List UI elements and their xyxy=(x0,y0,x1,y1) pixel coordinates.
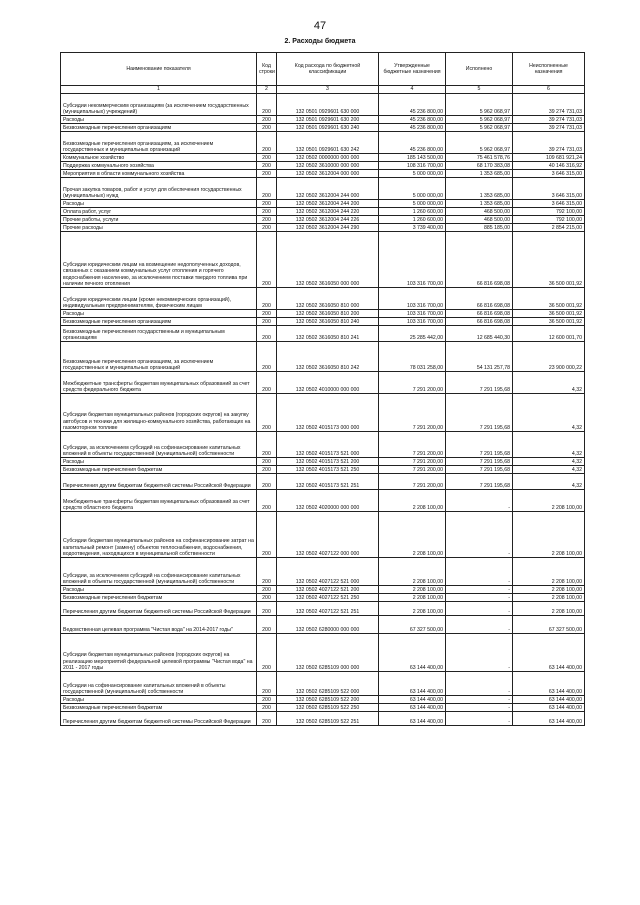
row-name: Расходы xyxy=(61,310,257,318)
table-row xyxy=(61,154,585,162)
row-approved: 5 000 000,00 xyxy=(379,170,446,178)
table-row xyxy=(61,318,585,326)
row-executed: 5 962 068,97 xyxy=(446,116,513,124)
row-executed: - xyxy=(446,704,513,712)
row-name: Расходы xyxy=(61,696,257,704)
row-classification-code: 132 0501 0929601 630 200 xyxy=(277,116,379,124)
table-row xyxy=(61,124,585,132)
row-line-code: 200 xyxy=(257,372,277,394)
row-classification-code: 132 0502 6285109 522 200 xyxy=(277,696,379,704)
row-remaining: 2 208 100,00 xyxy=(513,586,585,594)
row-remaining: 63 144 400,00 xyxy=(513,696,585,704)
row-line-code: 200 xyxy=(257,704,277,712)
row-classification-code: 132 0502 4015173 521 251 xyxy=(277,474,379,490)
row-remaining: 792 100,00 xyxy=(513,216,585,224)
header-line-code: Код строки xyxy=(257,53,277,86)
row-line-code: 200 xyxy=(257,394,277,432)
header-name: Наименование показателя xyxy=(61,53,257,86)
row-approved: 108 316 700,00 xyxy=(379,162,446,170)
row-classification-code: 132 0502 4027122 000 000 xyxy=(277,512,379,558)
table-row xyxy=(61,466,585,474)
row-remaining: 2 854 215,00 xyxy=(513,224,585,232)
row-remaining: 23 900 000,22 xyxy=(513,342,585,372)
row-classification-code: 132 0502 3612004 000 000 xyxy=(277,170,379,178)
row-classification-code: 132 0501 0929601 630 000 xyxy=(277,94,379,116)
row-name: Субсидии, за исключением субсидий на софинансирование капитальных вложений в объекты государственной (муниципальной) собственности xyxy=(61,432,257,458)
row-name: Межбюджетные трансферты бюджетам муниципальных образований за счет средств областного бюджета xyxy=(61,490,257,512)
table-row xyxy=(61,594,585,602)
row-name: Безвозмездные перечисления организациям, за исключением государственных и муниципальных организаций xyxy=(61,132,257,154)
row-remaining: 792 100,00 xyxy=(513,208,585,216)
row-name: Перечисления другим бюджетам бюджетной системы Российской Федерации xyxy=(61,602,257,616)
row-classification-code: 132 0502 3616050 810 241 xyxy=(277,326,379,342)
table-row xyxy=(61,132,585,154)
row-remaining: 3 646 315,00 xyxy=(513,200,585,208)
row-executed: 468 500,00 xyxy=(446,216,513,224)
row-line-code: 200 xyxy=(257,634,277,672)
row-classification-code: 132 0502 3616050 810 200 xyxy=(277,310,379,318)
row-classification-code: 132 0502 6285109 522 250 xyxy=(277,704,379,712)
row-approved: 7 291 200,00 xyxy=(379,466,446,474)
table-row xyxy=(61,200,585,208)
column-number-row xyxy=(61,86,585,94)
row-name: Коммунальное хозяйство xyxy=(61,154,257,162)
row-executed: 54 131 257,78 xyxy=(446,342,513,372)
row-name: Расходы xyxy=(61,200,257,208)
row-classification-code: 132 0502 4027122 521 200 xyxy=(277,586,379,594)
header-executed: Исполнено xyxy=(446,53,513,86)
table-header xyxy=(61,53,585,94)
row-line-code: 200 xyxy=(257,432,277,458)
row-approved: 45 236 800,00 xyxy=(379,94,446,116)
row-line-code: 200 xyxy=(257,232,277,288)
row-remaining: 3 646 315,00 xyxy=(513,178,585,200)
row-approved: 7 291 200,00 xyxy=(379,394,446,432)
row-line-code: 200 xyxy=(257,586,277,594)
row-executed: 75 461 578,76 xyxy=(446,154,513,162)
row-line-code: 200 xyxy=(257,712,277,726)
row-executed: 5 962 068,97 xyxy=(446,124,513,132)
table-row xyxy=(61,634,585,672)
row-approved: 45 236 800,00 xyxy=(379,124,446,132)
row-remaining: 63 144 400,00 xyxy=(513,634,585,672)
row-line-code: 200 xyxy=(257,594,277,602)
row-line-code: 200 xyxy=(257,602,277,616)
row-name: Оплата работ, услуг xyxy=(61,208,257,216)
row-approved: 25 285 442,00 xyxy=(379,326,446,342)
column-number: 5 xyxy=(446,86,513,94)
row-remaining: 12 600 001,70 xyxy=(513,326,585,342)
row-line-code: 200 xyxy=(257,490,277,512)
row-classification-code: 132 0502 3616050 000 000 xyxy=(277,232,379,288)
expenses-table xyxy=(60,52,585,726)
row-remaining: 63 144 400,00 xyxy=(513,672,585,696)
row-classification-code: 132 0502 4015173 521 250 xyxy=(277,466,379,474)
row-remaining: 36 500 001,92 xyxy=(513,310,585,318)
row-line-code: 200 xyxy=(257,170,277,178)
row-remaining: 36 500 001,92 xyxy=(513,318,585,326)
row-remaining: 4,32 xyxy=(513,466,585,474)
row-line-code: 200 xyxy=(257,132,277,154)
row-classification-code: 132 0502 3616050 810 242 xyxy=(277,342,379,372)
row-executed: 7 291 195,68 xyxy=(446,474,513,490)
row-executed: - xyxy=(446,594,513,602)
row-executed: - xyxy=(446,712,513,726)
row-classification-code: 132 0501 0929601 630 242 xyxy=(277,132,379,154)
header-row xyxy=(61,53,585,86)
table-row xyxy=(61,672,585,696)
row-approved: 103 316 700,00 xyxy=(379,288,446,310)
table-row xyxy=(61,310,585,318)
row-classification-code: 132 0501 0929601 630 240 xyxy=(277,124,379,132)
row-executed: 7 291 195,68 xyxy=(446,394,513,432)
row-remaining: 2 208 100,00 xyxy=(513,594,585,602)
row-remaining: 63 144 400,00 xyxy=(513,704,585,712)
row-remaining: 4,32 xyxy=(513,458,585,466)
table-row xyxy=(61,372,585,394)
row-executed: - xyxy=(446,512,513,558)
row-name: Поддержка коммунального хозяйства xyxy=(61,162,257,170)
table-row xyxy=(61,432,585,458)
row-remaining: 40 146 316,92 xyxy=(513,162,585,170)
row-executed: 7 291 195,68 xyxy=(446,432,513,458)
row-executed: - xyxy=(446,616,513,634)
row-name: Субсидии бюджетам муниципальных районов (городских округов) на реализацию мероприятий федеральной целевой программы "Чистая вода" на 2011 - 2017 годы xyxy=(61,634,257,672)
row-name: Безвозмездные перечисления государственным и муниципальным организациям xyxy=(61,326,257,342)
row-remaining: 2 208 100,00 xyxy=(513,558,585,586)
row-name: Безвозмездные перечисления организациям, за исключением государственных и муниципальных организаций xyxy=(61,342,257,372)
row-executed: 5 962 068,97 xyxy=(446,132,513,154)
row-line-code: 200 xyxy=(257,310,277,318)
table-row xyxy=(61,170,585,178)
row-name: Безвозмездные перечисления бюджетам xyxy=(61,466,257,474)
table-row xyxy=(61,224,585,232)
row-executed: 1 353 685,00 xyxy=(446,170,513,178)
row-name: Прочая закупка товаров, работ и услуг для обеспечения государственных (муниципальных) нужд xyxy=(61,178,257,200)
row-remaining: 39 274 731,03 xyxy=(513,116,585,124)
row-classification-code: 132 0502 4015173 521 000 xyxy=(277,432,379,458)
row-name: Расходы xyxy=(61,458,257,466)
row-approved: 2 208 100,00 xyxy=(379,602,446,616)
table-row xyxy=(61,558,585,586)
row-name: Субсидии юридическим лицам на возмещение недополученных доходов, связанных с оказанием коммунальных услуг отопления и горячего водоснабжения населению, за исключением поставки твердого топлива при наличии печного отопления xyxy=(61,232,257,288)
row-name: Субсидии юридическим лицам (кроме некоммерческих организаций), индивидуальным предпринимателям, физическим лицам xyxy=(61,288,257,310)
row-remaining: 4,32 xyxy=(513,474,585,490)
row-name: Субсидии бюджетам муниципальных районов (городских округов) на закупку автобусов и техники для жилищно-коммунального хозяйства, работающих на газомоторном топливе xyxy=(61,394,257,432)
column-number: 4 xyxy=(379,86,446,94)
row-name: Перечисления другим бюджетам бюджетной системы Российской Федерации xyxy=(61,474,257,490)
row-approved: 103 316 700,00 xyxy=(379,318,446,326)
table-row xyxy=(61,512,585,558)
row-classification-code: 132 0502 3612004 244 226 xyxy=(277,216,379,224)
table-row xyxy=(61,394,585,432)
row-line-code: 200 xyxy=(257,466,277,474)
section-title: 2. Расходы бюджета xyxy=(284,38,356,45)
row-name: Прочие расходы xyxy=(61,224,257,232)
row-executed: 1 353 685,00 xyxy=(446,178,513,200)
row-approved: 7 291 200,00 xyxy=(379,372,446,394)
row-classification-code: 132 0502 3612004 244 220 xyxy=(277,208,379,216)
row-line-code: 200 xyxy=(257,124,277,132)
table-row xyxy=(61,696,585,704)
row-remaining: 36 500 001,92 xyxy=(513,232,585,288)
header-approved: Утвержденные бюджетные назначения xyxy=(379,53,446,86)
table-row xyxy=(61,208,585,216)
row-approved: 3 739 400,00 xyxy=(379,224,446,232)
row-remaining: 2 208 100,00 xyxy=(513,602,585,616)
table-row xyxy=(61,178,585,200)
table-row xyxy=(61,712,585,726)
row-remaining: 2 208 100,00 xyxy=(513,512,585,558)
row-classification-code: 132 0502 3612004 244 290 xyxy=(277,224,379,232)
row-remaining: 36 500 001,92 xyxy=(513,288,585,310)
row-name: Перечисления другим бюджетам бюджетной системы Российской Федерации xyxy=(61,712,257,726)
row-remaining: 67 327 500,00 xyxy=(513,616,585,634)
row-name: Межбюджетные трансферты бюджетам муниципальных образований за счет средств федерального бюджета xyxy=(61,372,257,394)
row-line-code: 200 xyxy=(257,318,277,326)
table-row xyxy=(61,216,585,224)
table-row xyxy=(61,232,585,288)
row-executed: 885 185,00 xyxy=(446,224,513,232)
row-executed: 1 353 685,00 xyxy=(446,200,513,208)
row-name: Расходы xyxy=(61,116,257,124)
row-name: Субсидии бюджетам муниципальных районов на софинансирование затрат на капитальный ремонт (замену) объектов теплоснабжения, водоснабжения, водоотведения, находящихся в муниципальной собственности xyxy=(61,512,257,558)
row-approved: 5 000 000,00 xyxy=(379,200,446,208)
row-remaining: 2 208 100,00 xyxy=(513,490,585,512)
column-number: 6 xyxy=(513,86,585,94)
row-remaining: 39 274 731,03 xyxy=(513,94,585,116)
row-approved: 2 208 100,00 xyxy=(379,586,446,594)
row-approved: 5 000 000,00 xyxy=(379,178,446,200)
table-row xyxy=(61,342,585,372)
row-approved: 63 144 400,00 xyxy=(379,712,446,726)
row-executed: - xyxy=(446,634,513,672)
table-row xyxy=(61,704,585,712)
table-row xyxy=(61,288,585,310)
row-name: Безвозмездные перечисления бюджетам xyxy=(61,704,257,712)
row-line-code: 200 xyxy=(257,154,277,162)
row-executed: 7 291 195,68 xyxy=(446,466,513,474)
row-classification-code: 132 0502 3616050 810 240 xyxy=(277,318,379,326)
row-remaining: 109 681 921,24 xyxy=(513,154,585,162)
row-line-code: 200 xyxy=(257,458,277,466)
column-number: 2 xyxy=(257,86,277,94)
row-executed: 7 291 195,68 xyxy=(446,458,513,466)
row-name: Расходы xyxy=(61,586,257,594)
row-line-code: 200 xyxy=(257,616,277,634)
row-name: Ведомственная целевая программа "Чистая вода" на 2014-2017 годы" xyxy=(61,616,257,634)
row-classification-code: 132 0502 3612004 244 200 xyxy=(277,200,379,208)
row-line-code: 200 xyxy=(257,512,277,558)
row-name: Безвозмездные перечисления организациям xyxy=(61,318,257,326)
row-line-code: 200 xyxy=(257,208,277,216)
row-remaining: 63 144 400,00 xyxy=(513,712,585,726)
row-line-code: 200 xyxy=(257,558,277,586)
row-classification-code: 132 0502 6285109 522 000 xyxy=(277,672,379,696)
row-executed: 66 816 698,08 xyxy=(446,318,513,326)
row-classification-code: 132 0502 3612004 244 000 xyxy=(277,178,379,200)
row-executed: 7 291 195,68 xyxy=(446,372,513,394)
row-executed: - xyxy=(446,672,513,696)
row-classification-code: 132 0502 4027122 521 251 xyxy=(277,602,379,616)
row-approved: 45 236 800,00 xyxy=(379,116,446,124)
row-executed: 12 685 440,30 xyxy=(446,326,513,342)
row-line-code: 200 xyxy=(257,200,277,208)
row-remaining: 4,32 xyxy=(513,394,585,432)
row-executed: 66 816 698,08 xyxy=(446,232,513,288)
row-approved: 1 260 600,00 xyxy=(379,208,446,216)
row-approved: 7 291 200,00 xyxy=(379,474,446,490)
row-executed: 66 816 698,08 xyxy=(446,310,513,318)
table-row xyxy=(61,490,585,512)
page-number: 47 xyxy=(313,20,327,32)
table-row xyxy=(61,474,585,490)
row-approved: 2 208 100,00 xyxy=(379,558,446,586)
row-classification-code: 132 0502 3616050 810 000 xyxy=(277,288,379,310)
table-row xyxy=(61,326,585,342)
row-executed: - xyxy=(446,602,513,616)
row-approved: 103 316 700,00 xyxy=(379,232,446,288)
row-name: Мероприятия в области коммунального хозяйства xyxy=(61,170,257,178)
row-line-code: 200 xyxy=(257,178,277,200)
row-classification-code: 132 0502 0000000 000 000 xyxy=(277,154,379,162)
row-name: Субсидии, за исключением субсидий на софинансирование капитальных вложений в объекты государственной (муниципальной) собственности xyxy=(61,558,257,586)
row-executed: 68 170 383,08 xyxy=(446,162,513,170)
row-classification-code: 132 0502 4027122 521 000 xyxy=(277,558,379,586)
row-line-code: 200 xyxy=(257,162,277,170)
row-name: Субсидии на софинансирование капитальных вложений в объекты государственной (муниципальной) собственности xyxy=(61,672,257,696)
table-row xyxy=(61,458,585,466)
row-remaining: 3 646 315,00 xyxy=(513,170,585,178)
row-approved: 78 031 258,00 xyxy=(379,342,446,372)
row-approved: 45 236 800,00 xyxy=(379,132,446,154)
row-name: Прочие работы, услуги xyxy=(61,216,257,224)
row-executed: 5 962 068,97 xyxy=(446,94,513,116)
row-name: Субсидии некоммерческим организациям (за исключением государственных (муниципальных) учреждений) xyxy=(61,94,257,116)
row-line-code: 200 xyxy=(257,116,277,124)
row-line-code: 200 xyxy=(257,216,277,224)
table-body xyxy=(61,94,585,726)
row-approved: 2 208 100,00 xyxy=(379,594,446,602)
row-approved: 63 144 400,00 xyxy=(379,672,446,696)
row-line-code: 200 xyxy=(257,672,277,696)
row-line-code: 200 xyxy=(257,326,277,342)
column-number: 3 xyxy=(277,86,379,94)
row-classification-code: 132 0502 4027122 521 250 xyxy=(277,594,379,602)
table-row xyxy=(61,162,585,170)
row-approved: 103 316 700,00 xyxy=(379,310,446,318)
row-approved: 63 144 400,00 xyxy=(379,696,446,704)
row-line-code: 200 xyxy=(257,94,277,116)
row-remaining: 39 274 731,03 xyxy=(513,124,585,132)
row-executed: 468 500,00 xyxy=(446,208,513,216)
header-classification-code: Код расхода по бюджетной классификации xyxy=(277,53,379,86)
row-approved: 63 144 400,00 xyxy=(379,704,446,712)
row-executed: 66 816 698,08 xyxy=(446,288,513,310)
row-remaining: 39 274 731,03 xyxy=(513,132,585,154)
row-line-code: 200 xyxy=(257,696,277,704)
row-line-code: 200 xyxy=(257,474,277,490)
row-executed: - xyxy=(446,696,513,704)
row-line-code: 200 xyxy=(257,288,277,310)
row-classification-code: 132 0502 6285109 522 251 xyxy=(277,712,379,726)
row-line-code: 200 xyxy=(257,224,277,232)
table-row xyxy=(61,586,585,594)
row-line-code: 200 xyxy=(257,342,277,372)
row-approved: 67 327 500,00 xyxy=(379,616,446,634)
row-executed: - xyxy=(446,558,513,586)
row-classification-code: 132 0502 4020000 000 000 xyxy=(277,490,379,512)
table-row xyxy=(61,94,585,116)
row-classification-code: 132 0502 3610000 000 000 xyxy=(277,162,379,170)
row-executed: - xyxy=(446,586,513,594)
row-approved: 7 291 200,00 xyxy=(379,432,446,458)
row-remaining: 4,32 xyxy=(513,372,585,394)
column-number: 1 xyxy=(61,86,257,94)
row-approved: 2 208 100,00 xyxy=(379,512,446,558)
row-classification-code: 132 0502 4015173 521 200 xyxy=(277,458,379,466)
row-approved: 7 291 200,00 xyxy=(379,458,446,466)
row-approved: 1 260 600,00 xyxy=(379,216,446,224)
row-classification-code: 132 0502 6285109 000 000 xyxy=(277,634,379,672)
table-row xyxy=(61,116,585,124)
row-approved: 185 143 500,00 xyxy=(379,154,446,162)
row-classification-code: 132 0502 6280000 000 000 xyxy=(277,616,379,634)
table-row xyxy=(61,616,585,634)
row-name: Безвозмездные перечисления организациям xyxy=(61,124,257,132)
row-classification-code: 132 0502 4010000 000 000 xyxy=(277,372,379,394)
row-classification-code: 132 0502 4015173 000 000 xyxy=(277,394,379,432)
header-remaining: Неисполненные назначения xyxy=(513,53,585,86)
row-approved: 63 144 400,00 xyxy=(379,634,446,672)
row-approved: 2 208 100,00 xyxy=(379,490,446,512)
row-name: Безвозмездные перечисления бюджетам xyxy=(61,594,257,602)
table-row xyxy=(61,602,585,616)
row-executed: - xyxy=(446,490,513,512)
row-remaining: 4,32 xyxy=(513,432,585,458)
